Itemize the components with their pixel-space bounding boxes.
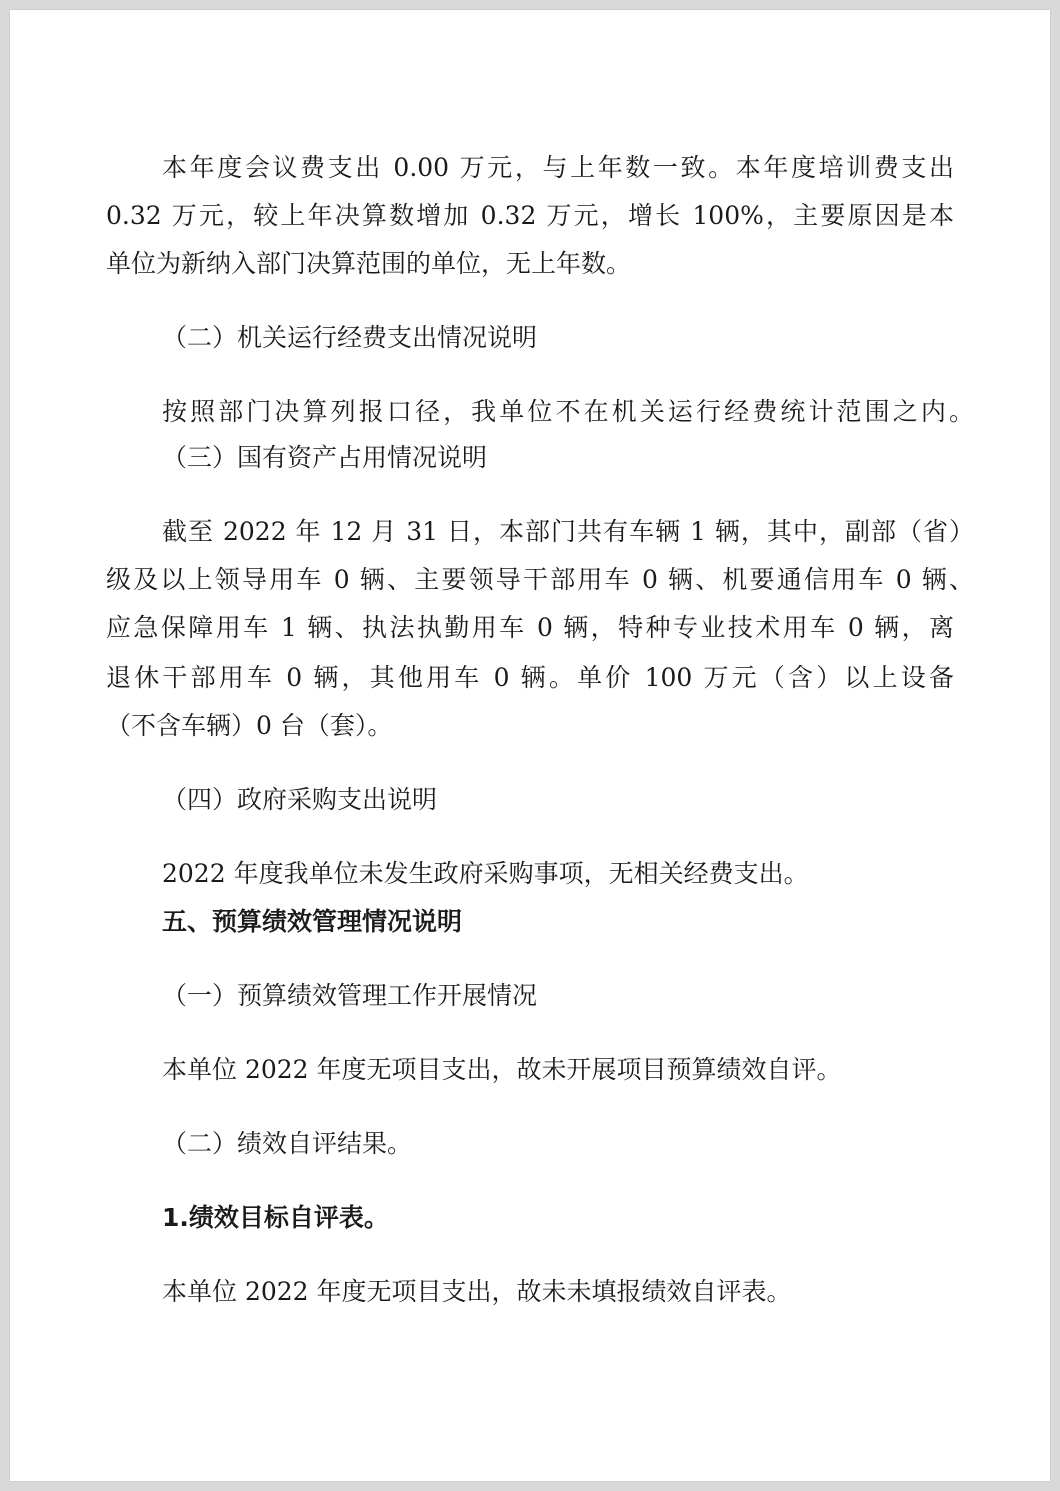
paragraph-state-assets-line-2: 级及以上领导用车 0 辆、主要领导干部用车 0 辆、机要通信用车 0 辆、 bbox=[106, 565, 974, 594]
paragraph-performance-work: 本单位 2022 年度无项目支出，故未开展项目预算绩效自评。 bbox=[162, 1055, 842, 1084]
heading-self-evaluation: （二）绩效自评结果。 bbox=[162, 1129, 413, 1158]
paragraph-meeting-fee-line-3: 单位为新纳入部门决算范围的单位，无上年数。 bbox=[106, 249, 632, 278]
heading-state-assets: （三）国有资产占用情况说明 bbox=[162, 443, 488, 472]
document-page bbox=[10, 10, 1050, 1481]
paragraph-state-assets-line-3: 应急保障用车 1 辆、执法执勤用车 0 辆，特种专业技术用车 0 辆，离 bbox=[106, 613, 954, 642]
paragraph-state-assets-line-5: （不含车辆）0 台（套）。 bbox=[106, 711, 393, 740]
paragraph-operating-expenses: 按照部门决算列报口径，我单位不在机关运行经费统计范围之内。 bbox=[162, 397, 974, 426]
paragraph-target-evaluation: 本单位 2022 年度无项目支出，故未未填报绩效自评表。 bbox=[162, 1277, 792, 1306]
heading-government-procurement: （四）政府采购支出说明 bbox=[162, 785, 438, 814]
heading-budget-performance: 五、预算绩效管理情况说明 bbox=[162, 907, 463, 936]
paragraph-government-procurement: 2022 年度我单位未发生政府采购事项，无相关经费支出。 bbox=[162, 859, 809, 888]
paragraph-meeting-fee-line-1: 本年度会议费支出 0.00 万元，与上年数一致。本年度培训费支出 bbox=[162, 153, 954, 182]
paragraph-state-assets-line-4: 退休干部用车 0 辆，其他用车 0 辆。单价 100 万元（含）以上设备 bbox=[106, 663, 954, 692]
heading-target-evaluation-table: 1.绩效目标自评表。 bbox=[162, 1203, 389, 1232]
paragraph-meeting-fee-line-2: 0.32 万元，较上年决算数增加 0.32 万元，增长 100%，主要原因是本 bbox=[106, 201, 954, 230]
heading-performance-work: （一）预算绩效管理工作开展情况 bbox=[162, 981, 538, 1010]
heading-operating-expenses: （二）机关运行经费支出情况说明 bbox=[162, 323, 538, 352]
paragraph-state-assets-line-1: 截至 2022 年 12 月 31 日，本部门共有车辆 1 辆，其中，副部（省） bbox=[162, 517, 974, 546]
